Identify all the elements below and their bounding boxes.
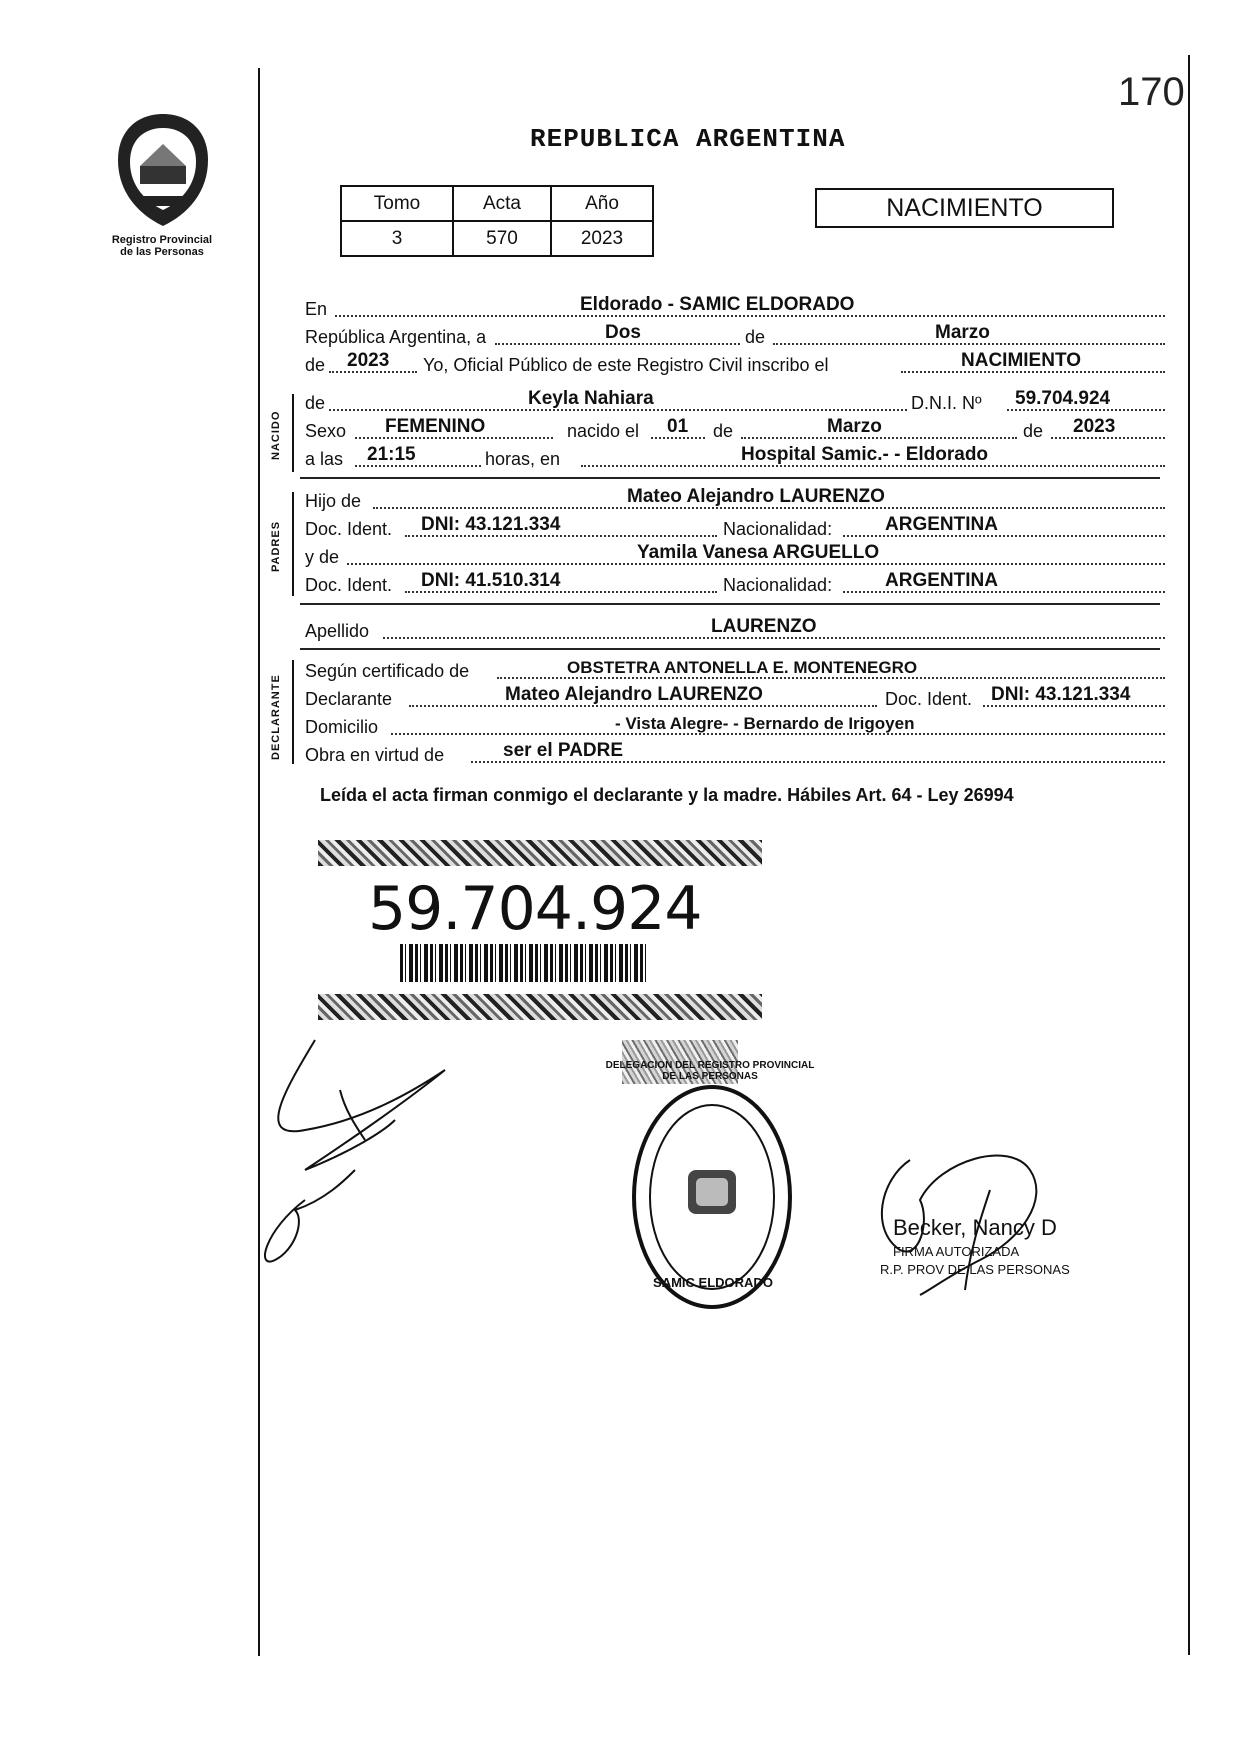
value-surname: LAURENZO (711, 616, 817, 637)
label-en: En (305, 299, 328, 319)
row-certificate (305, 656, 1165, 682)
label-doc-ident: Doc. Ident. (305, 575, 393, 595)
officer-office: R.P. PROV DE LAS PERSONAS (880, 1262, 1070, 1277)
label-doc-ident: Doc. Ident. (885, 689, 973, 709)
security-band-top (318, 840, 762, 866)
value-certificate: OBSTETRA ANTONELLA E. MONTENEGRO (567, 658, 918, 677)
value-mother-doc: DNI: 41.510.314 (421, 570, 561, 591)
signature-declarant (245, 1030, 475, 1290)
value-month: Marzo (935, 322, 990, 343)
value-declarant-name: Mateo Alejandro LAURENZO (505, 684, 763, 705)
value-birth-place: Hospital Samic.- - Eldorado (741, 444, 989, 465)
logo-caption (92, 234, 232, 258)
section-label-declarante: DECLARANTE (270, 674, 282, 760)
value-anio: 2023 (551, 221, 653, 256)
value-reason: ser el PADRE (503, 740, 624, 761)
label-declarante: Declarante (305, 689, 393, 709)
section-divider (300, 477, 1160, 479)
value-mother-name: Yamila Vanesa ARGUELLO (637, 542, 880, 563)
label-de: de (745, 327, 766, 347)
label-nacido-el: nacido el (567, 421, 640, 441)
label-republica: República Argentina, a (305, 327, 487, 347)
value-acta: 570 (453, 221, 551, 256)
row-birth-time-place (305, 444, 1165, 470)
row-newborn-name (305, 388, 1165, 414)
closing-note: Leída el acta firman conmigo el declarante y la madre. Hábiles Art. 64 - Ley 26994 (320, 785, 1014, 805)
row-father-doc (305, 514, 1165, 540)
value-place: Eldorado - SAMIC ELDORADO (580, 294, 855, 315)
nacido-bracket (292, 394, 294, 472)
value-sexo: FEMENINO (385, 416, 486, 437)
label-inscribe: Yo, Oficial Público de este Registro Civil inscribo el (423, 355, 829, 375)
label-obra-en-virtud: Obra en virtud de (305, 745, 445, 765)
value-birth-day: 01 (667, 416, 689, 437)
label-dni: D.N.I. Nº (911, 393, 982, 413)
label-apellido: Apellido (305, 621, 370, 641)
declarante-bracket (292, 660, 294, 764)
header-anio: Año (551, 186, 653, 221)
right-margin-line (1188, 55, 1190, 1655)
label-segun-certificado: Según certificado de (305, 661, 470, 681)
provincial-seal-logo (108, 110, 218, 230)
officer-title: FIRMA AUTORIZADA (893, 1244, 1020, 1259)
row-inscription (305, 350, 1165, 376)
row-father (305, 486, 1165, 512)
record-table (340, 185, 654, 257)
value-newborn-name: Keyla Nahiara (528, 388, 654, 409)
label-y-de: y de (305, 547, 340, 567)
row-date (305, 322, 1165, 348)
record-type-box: NACIMIENTO (815, 188, 1114, 228)
section-label-nacido: NACIDO (270, 410, 282, 460)
page-number: 170 (1118, 70, 1185, 114)
row-place (305, 294, 1165, 320)
document-title: REPUBLICA ARGENTINA (530, 124, 846, 154)
section-divider (300, 603, 1160, 605)
header-acta: Acta (453, 186, 551, 221)
label-nacionalidad: Nacionalidad: (723, 519, 833, 539)
value-mother-nationality: ARGENTINA (885, 570, 998, 591)
value-newborn-dni: 59.704.924 (1015, 388, 1111, 409)
label-a-las: a las (305, 449, 344, 469)
section-divider (300, 648, 1160, 650)
value-tomo: 3 (341, 221, 453, 256)
stamp-top-text: DELEGACION DEL REGISTRO PROVINCIAL DE LAS PERSONAS (605, 1060, 815, 1082)
value-father-name: Mateo Alejandro LAURENZO (627, 486, 885, 507)
row-address (305, 712, 1165, 738)
value-declarant-doc: DNI: 43.121.334 (991, 684, 1131, 705)
row-reason (305, 740, 1165, 766)
label-de: de (713, 421, 734, 441)
row-surname (305, 616, 1165, 642)
label-de: de (305, 355, 326, 375)
value-birth-time: 21:15 (367, 444, 416, 465)
security-band-bottom (318, 994, 762, 1020)
officer-name: Becker, Nancy D (893, 1215, 1057, 1240)
label-horas-en: horas, en (485, 449, 561, 469)
label-sexo: Sexo (305, 421, 347, 441)
label-doc-ident: Doc. Ident. (305, 519, 393, 539)
value-day: Dos (605, 322, 641, 343)
value-birth-year: 2023 (1073, 416, 1116, 437)
label-hijo-de: Hijo de (305, 491, 362, 511)
value-birth-month: Marzo (827, 416, 882, 437)
label-de: de (1023, 421, 1044, 441)
label-domicilio: Domicilio (305, 717, 379, 737)
value-event: NACIMIENTO (961, 350, 1081, 371)
row-sex-birthdate (305, 416, 1165, 442)
header-tomo: Tomo (341, 186, 453, 221)
value-father-nationality: ARGENTINA (885, 514, 998, 535)
id-number-large: 59.704.924 (368, 874, 702, 944)
row-mother-doc (305, 570, 1165, 596)
left-margin-line (258, 68, 260, 1656)
value-year: 2023 (347, 350, 390, 371)
stamp-bottom-text: SAMIC ELDORADO (653, 1275, 773, 1290)
row-mother (305, 542, 1165, 568)
padres-bracket (292, 492, 294, 596)
logo-caption-line-1: Registro Provincial (111, 234, 213, 246)
label-de: de (305, 393, 326, 413)
barcode (400, 944, 646, 982)
row-declarant (305, 684, 1165, 710)
logo-caption-line-2: de las Personas (120, 246, 204, 258)
label-nacionalidad: Nacionalidad: (723, 575, 833, 595)
value-father-doc: DNI: 43.121.334 (421, 514, 561, 535)
section-label-padres: PADRES (270, 520, 282, 572)
value-address: - Vista Alegre- - Bernardo de Irigoyen (615, 714, 915, 733)
